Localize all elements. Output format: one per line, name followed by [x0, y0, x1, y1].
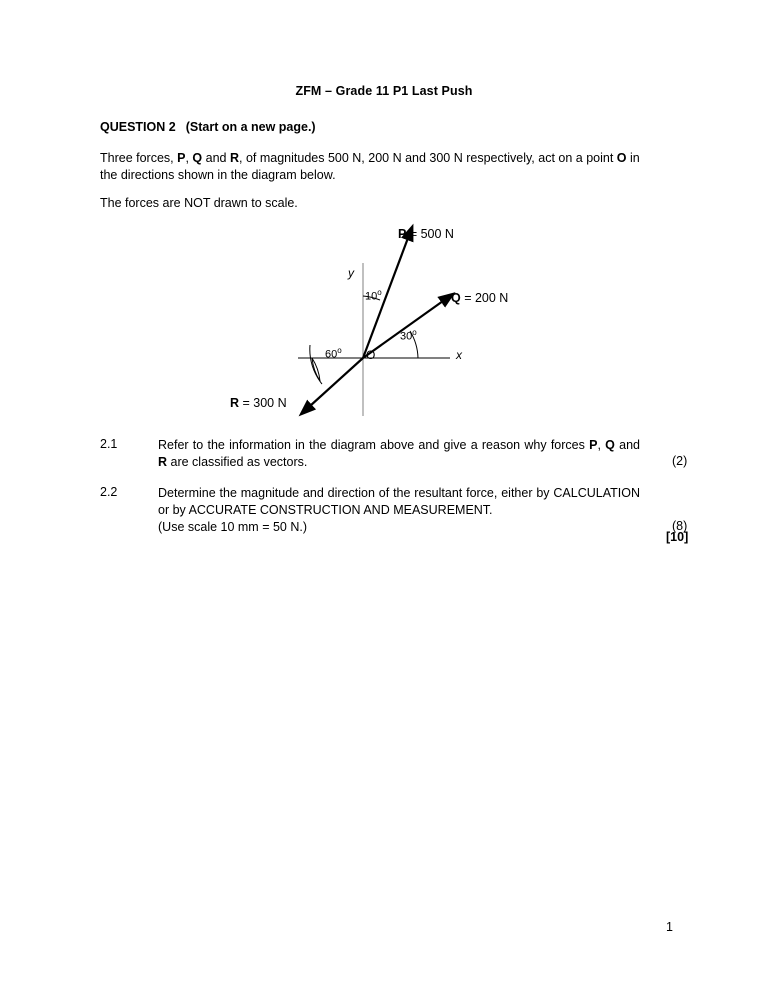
question-total-marks: [10]	[666, 530, 689, 544]
item-2-1-text-2: are classified as vectors.	[167, 455, 308, 469]
item-2-2-text-1: Determine the magnitude and direction of the resultant force, either by CALCULATION or by ACCURATE CONSTRUCTION AND MEASUREMENT.	[158, 486, 640, 517]
angle-30-degree-symbol: o	[412, 328, 417, 337]
item-2-1-text-1: Refer to the information in the diagram above and give a reason why forces	[158, 438, 590, 452]
intro-and-1: and	[202, 151, 230, 165]
force-p-symbol: P	[398, 227, 407, 241]
question-heading	[100, 120, 316, 134]
question-intro-paragraph	[100, 150, 642, 184]
angle-30-label	[400, 328, 417, 343]
origin-label: O	[366, 348, 376, 362]
y-axis-label: y	[348, 266, 354, 280]
angle-60-value: 60	[325, 348, 338, 361]
question-note-paragraph: The forces are NOT drawn to scale.	[100, 196, 298, 210]
item-2-1-sep: ,	[597, 438, 606, 452]
force-diagram	[200, 218, 600, 423]
force-q-inline: Q	[192, 151, 203, 165]
item-2-1-and: and	[614, 438, 640, 452]
item-2-2-marks: (8)	[672, 519, 688, 533]
angle-10-label	[365, 288, 382, 303]
item-2-1-text	[158, 437, 640, 471]
item-2-1-number: 2.1	[100, 437, 118, 451]
item-2-1-marks: (2)	[672, 454, 688, 468]
question-heading-label: QUESTION 2	[100, 120, 176, 134]
angle-10-value: 10	[365, 290, 378, 303]
angle-10-degree-symbol: o	[377, 288, 382, 297]
intro-text-2: , of magnitudes 500 N, 200 N and 300 N respectively, act on a point	[239, 151, 617, 165]
question-heading-note: (Start on a new page.)	[185, 120, 316, 134]
force-r-label	[230, 396, 287, 410]
intro-text-3: in the directions shown in the diagram below.	[100, 151, 640, 182]
x-axis-label: x	[456, 348, 462, 362]
page-title: ZFM – Grade 11 P1 Last Push	[295, 84, 473, 98]
force-q-value: = 200 N	[460, 291, 509, 305]
angle-30-value: 30	[400, 330, 413, 343]
force-p-value: = 500 N	[406, 227, 454, 241]
force-r-inline: R	[229, 151, 239, 165]
item-2-2-text	[158, 485, 640, 536]
force-r-symbol: R	[230, 396, 240, 410]
intro-text-1: Three forces,	[100, 151, 178, 165]
force-q-label	[451, 291, 508, 305]
force-p-label	[398, 227, 454, 241]
item-2-1-force-q: Q	[605, 438, 615, 452]
angle-60-degree-symbol: o	[337, 346, 342, 355]
item-2-1-force-r: R	[158, 455, 168, 469]
point-o-inline: O	[616, 151, 627, 165]
force-q-symbol: Q	[451, 291, 461, 305]
item-2-2-text-2: (Use scale 10 mm = 50 N.)	[158, 520, 308, 534]
force-r-value: = 300 N	[239, 396, 287, 410]
item-2-2-number: 2.2	[100, 485, 118, 499]
item-2-1-force-p: P	[589, 438, 598, 452]
intro-comma-1: ,	[185, 151, 193, 165]
page-number: 1	[666, 920, 673, 934]
force-p-inline: P	[177, 151, 186, 165]
angle-60-label	[325, 346, 342, 361]
